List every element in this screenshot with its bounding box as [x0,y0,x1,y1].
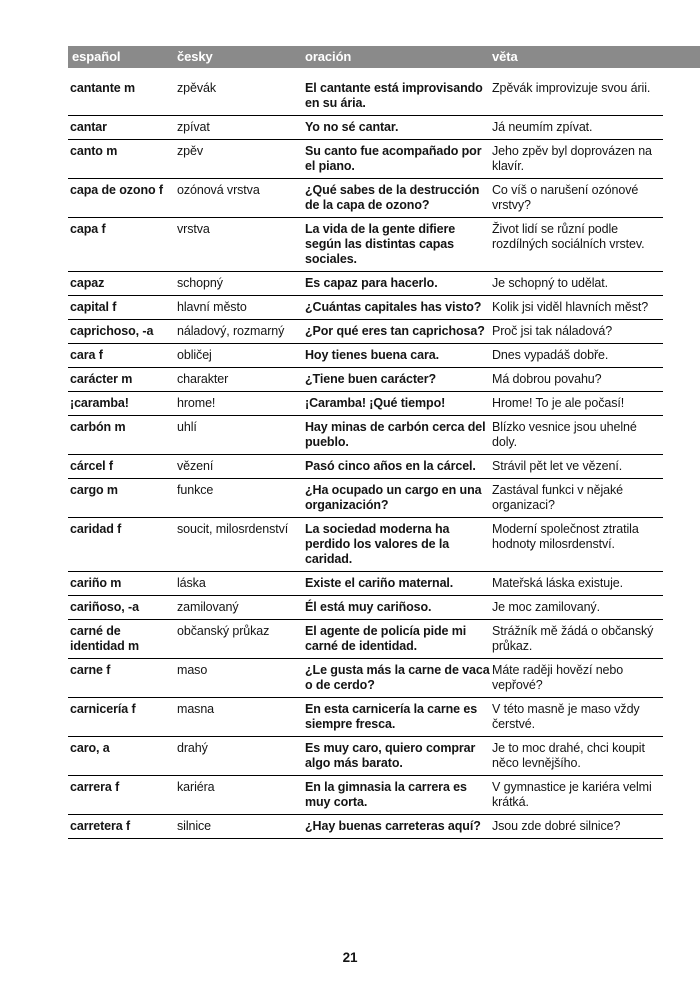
example-sentence-spanish: ¿Por qué eres tan caprichosa? [303,320,490,344]
vocab-row [68,572,663,596]
term-czech: hrome! [175,392,303,416]
term-spanish: carne f [68,659,175,698]
term-spanish: carrera f [68,776,175,815]
vocab-row [68,320,663,344]
example-sentence-czech: Zpěvák improvizuje svou árii. [490,77,663,116]
example-sentence-czech: Máte raději hovězí nebo vepřové? [490,659,663,698]
example-sentence-czech: Jsou zde dobré silnice? [490,815,663,839]
term-czech: schopný [175,272,303,296]
term-spanish: cárcel f [68,455,175,479]
term-czech: funkce [175,479,303,518]
example-sentence-czech: Život lidí se různí podle rozdílných sociálních vrstev. [490,218,663,272]
vocab-row [68,596,663,620]
vocab-row [68,620,663,659]
example-sentence-czech: V gymnastice je kariéra velmi krátká. [490,776,663,815]
vocab-row [68,479,663,518]
example-sentence-czech: Dnes vypadáš dobře. [490,344,663,368]
term-spanish: carretera f [68,815,175,839]
term-czech: masna [175,698,303,737]
vocabulary-table [68,77,663,839]
term-czech: kariéra [175,776,303,815]
term-czech: vězení [175,455,303,479]
term-czech: občanský průkaz [175,620,303,659]
term-spanish: canto m [68,140,175,179]
example-sentence-czech: Strávil pět let ve vězení. [490,455,663,479]
example-sentence-czech: Blízko vesnice jsou uhelné doly. [490,416,663,455]
example-sentence-czech: Je schopný to udělat. [490,272,663,296]
vocab-row [68,518,663,572]
example-sentence-czech: V této masně je maso vždy čerstvé. [490,698,663,737]
vocab-row [68,815,663,839]
term-spanish: capa de ozono f [68,179,175,218]
example-sentence-czech: Mateřská láska existuje. [490,572,663,596]
term-spanish: carné de identidad m [68,620,175,659]
example-sentence-spanish: Su canto fue acompañado por el piano. [303,140,490,179]
vocab-row [68,116,663,140]
term-spanish: carnicería f [68,698,175,737]
term-czech: vrstva [175,218,303,272]
example-sentence-spanish: Él está muy cariñoso. [303,596,490,620]
term-czech: zpěvák [175,77,303,116]
term-spanish: cantante m [68,77,175,116]
example-sentence-spanish: ¡Caramba! ¡Qué tiempo! [303,392,490,416]
example-sentence-czech: Proč jsi tak náladová? [490,320,663,344]
example-sentence-spanish: ¿Le gusta más la carne de vaca o de cerdo? [303,659,490,698]
term-spanish: carbón m [68,416,175,455]
term-spanish: cariño m [68,572,175,596]
term-czech: soucit, milosrdenství [175,518,303,572]
term-czech: zpívat [175,116,303,140]
vocab-row [68,392,663,416]
column-header-espanol: español [72,49,121,64]
vocab-row [68,455,663,479]
example-sentence-spanish: ¿Hay buenas carreteras aquí? [303,815,490,839]
term-czech: náladový, rozmarný [175,320,303,344]
example-sentence-spanish: El cantante está improvisando en su ária. [303,77,490,116]
term-czech: uhlí [175,416,303,455]
example-sentence-spanish: La sociedad moderna ha perdido los valores de la caridad. [303,518,490,572]
term-spanish: ¡caramba! [68,392,175,416]
term-czech: ozónová vrstva [175,179,303,218]
term-czech: silnice [175,815,303,839]
example-sentence-czech: Je moc zamilovaný. [490,596,663,620]
column-header-veta: věta [492,49,518,64]
vocab-row [68,272,663,296]
term-spanish: cariñoso, -a [68,596,175,620]
term-czech: zpěv [175,140,303,179]
example-sentence-spanish: En esta carnicería la carne es siempre fresca. [303,698,490,737]
example-sentence-czech: Co víš o narušení ozónové vrstvy? [490,179,663,218]
example-sentence-czech: Strážník mě žádá o občanský průkaz. [490,620,663,659]
vocab-row [68,737,663,776]
example-sentence-czech: Má dobrou povahu? [490,368,663,392]
term-spanish: capa f [68,218,175,272]
vocab-row [68,296,663,320]
term-spanish: carácter m [68,368,175,392]
example-sentence-spanish: La vida de la gente difiere según las distintas capas sociales. [303,218,490,272]
example-sentence-spanish: Pasó cinco años en la cárcel. [303,455,490,479]
term-spanish: caro, a [68,737,175,776]
vocabulary-table-body [68,77,663,839]
example-sentence-spanish: Es capaz para hacerlo. [303,272,490,296]
vocab-row [68,77,663,116]
example-sentence-spanish: Existe el cariño maternal. [303,572,490,596]
column-header-cesky: česky [177,49,213,64]
term-czech: charakter [175,368,303,392]
vocab-row [68,659,663,698]
example-sentence-spanish: ¿Qué sabes de la destrucción de la capa de ozono? [303,179,490,218]
term-czech: láska [175,572,303,596]
example-sentence-czech: Jeho zpěv byl doprovázen na klavír. [490,140,663,179]
example-sentence-spanish: El agente de policía pide mi carné de identidad. [303,620,490,659]
example-sentence-spanish: ¿Cuántas capitales has visto? [303,296,490,320]
vocab-row [68,698,663,737]
example-sentence-spanish: Hay minas de carbón cerca del pueblo. [303,416,490,455]
example-sentence-spanish: Es muy caro, quiero comprar algo más barato. [303,737,490,776]
column-header-oracion: oración [305,49,352,64]
example-sentence-spanish: ¿Tiene buen carácter? [303,368,490,392]
term-spanish: cargo m [68,479,175,518]
dictionary-page [68,46,700,839]
vocab-row [68,140,663,179]
term-czech: drahý [175,737,303,776]
example-sentence-czech: Je to moc drahé, chci koupit něco levnějšího. [490,737,663,776]
page-number: 21 [342,950,358,965]
vocab-row [68,416,663,455]
vocab-row [68,368,663,392]
term-spanish: cara f [68,344,175,368]
example-sentence-spanish: Yo no sé cantar. [303,116,490,140]
example-sentence-czech: Já neumím zpívat. [490,116,663,140]
term-spanish: cantar [68,116,175,140]
example-sentence-czech: Zastával funkci v nějaké organizaci? [490,479,663,518]
term-czech: hlavní město [175,296,303,320]
vocab-row [68,218,663,272]
table-header-bar [68,46,700,68]
term-spanish: caridad f [68,518,175,572]
example-sentence-spanish: ¿Ha ocupado un cargo en una organización? [303,479,490,518]
example-sentence-czech: Moderní společnost ztratila hodnoty milosrdenství. [490,518,663,572]
term-czech: maso [175,659,303,698]
term-spanish: caprichoso, -a [68,320,175,344]
term-czech: zamilovaný [175,596,303,620]
vocab-row [68,776,663,815]
example-sentence-spanish: Hoy tienes buena cara. [303,344,490,368]
example-sentence-spanish: En la gimnasia la carrera es muy corta. [303,776,490,815]
vocab-row [68,344,663,368]
term-spanish: capaz [68,272,175,296]
example-sentence-czech: Kolik jsi viděl hlavních měst? [490,296,663,320]
term-czech: obličej [175,344,303,368]
example-sentence-czech: Hrome! To je ale počasí! [490,392,663,416]
vocab-row [68,179,663,218]
term-spanish: capital f [68,296,175,320]
